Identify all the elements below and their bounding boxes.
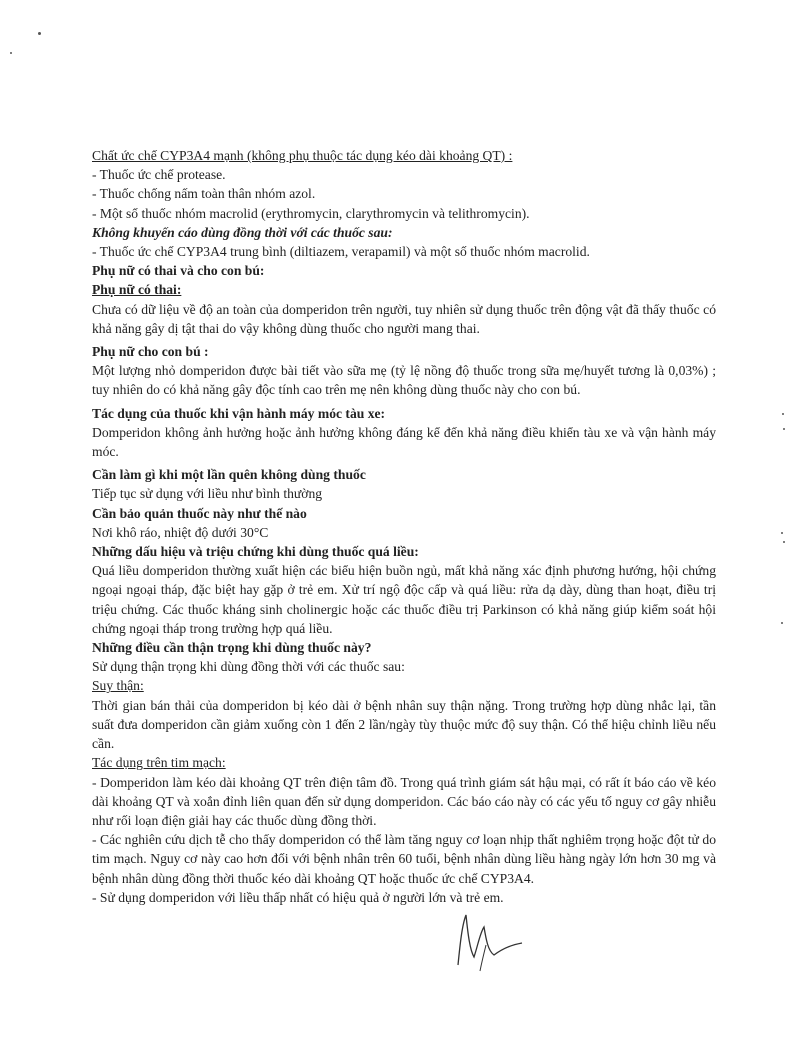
lactation-text: Một lượng nhỏ domperidon được bài tiết vào sữa mẹ (tỷ lệ nồng độ thuốc trong sữa mẹ/huyết tương là 0,03%) ; tuy nhiên do có khả năng gây độc tính cao trên mẹ nên không dùng thuốc này cho con bú. (92, 363, 716, 398)
not-recommended-text: - Thuốc ức chế CYP3A4 trung bình (diltiazem, verapamil) và một số thuốc nhóm macrolid. (92, 244, 590, 260)
missed-dose-text: Tiếp tục sử dụng với liều như bình thường (92, 486, 323, 502)
overdose-title: Những dấu hiệu và triệu chứng khi dùng thuốc quá liều: (92, 544, 419, 560)
document-page (92, 146, 716, 907)
cyp3a4-item: - Một số thuốc nhóm macrolid (erythromycin, clarythromycin và telithromycin). (92, 205, 530, 221)
storage-text: Nơi khô ráo, nhiệt độ dưới 30°C (92, 524, 269, 540)
not-recommended-title: Không khuyến cáo dùng đồng thời với các thuốc sau: (92, 224, 393, 240)
missed-dose-title: Cần làm gì khi một lần quên không dùng thuốc (92, 467, 366, 483)
driving-title: Tác dụng của thuốc khi vận hành máy móc tàu xe: (92, 405, 386, 421)
cardio-item: - Các nghiên cứu dịch tễ cho thấy domperidon có thể làm tăng nguy cơ loạn nhịp thất nghiêm trọng hoặc đột tử do tim mạch. Nguy cơ này cao hơn đối với bệnh nhân trên 60 tuổi, bệnh nhân dùng liều hàng ngày lớn hơn 30 mg và bệnh nhân dùng đồng thời thuốc kéo dài khoảng QT hoặc thuốc ức chế CYP3A4. (92, 832, 716, 886)
pregnancy-text: Chưa có dữ liệu về độ an toàn của domperidon trên người, tuy nhiên sử dụng thuốc trên động vật đã thấy thuốc có khả năng gây dị tật thai do vậy không dùng thuốc cho người mang thai. (92, 301, 716, 336)
pregnancy-lactation-title: Phụ nữ có thai và cho con bú: (92, 263, 265, 279)
driving-text: Domperidon không ảnh hưởng hoặc ảnh hưởng không đáng kể đến khả năng điều khiển tàu xe và vận hành máy móc. (92, 424, 716, 460)
renal-title: Suy thận: (92, 678, 144, 694)
storage-title: Cần bảo quản thuốc này như thế nào (92, 505, 307, 521)
cyp3a4-item: - Thuốc chống nấm toàn thân nhóm azol. (92, 186, 316, 202)
cardio-item: - Domperidon làm kéo dài khoảng QT trên điện tâm đồ. Trong quá trình giám sát hậu mại, có rất ít báo cáo về kéo dài khoảng QT và xoắn đỉnh liên quan đến sử dụng domperidon. Các báo cáo này có các yếu tố nguy cơ gây nhiễu như rối loạn điện giải hay các thuốc dùng đồng thời. (92, 774, 716, 828)
overdose-text: Quá liều domperidon thường xuất hiện các biểu hiện buồn ngủ, mất khả năng xác định phương hướng, hội chứng ngoại ngoại tháp, đặc biệt hay gặp ở trẻ em. Xử trí ngộ độc cấp và quá liều: rửa dạ dày, dùng than hoạt, điều trị triệu chứng. Các thuốc kháng sinh cholinergic hoặc các thuốc điều trị Parkinson có khả năng giúp kiểm soát hội chứng ngoại tháp trong trường hợp quá liều. (92, 563, 716, 636)
cyp3a4-title: Chất ức chế CYP3A4 mạnh (không phụ thuộc tác dụng kéo dài khoảng QT) : (92, 148, 513, 163)
cardio-item: - Sử dụng domperidon với liều thấp nhất có hiệu quả ở người lớn và trẻ em. (92, 889, 504, 905)
precautions-text: Sử dụng thận trọng khi dùng đồng thời với các thuốc sau: (92, 659, 405, 675)
pregnancy-title: Phụ nữ có thai: (92, 282, 182, 298)
cyp3a4-item: - Thuốc ức chế protease. (92, 167, 226, 183)
precautions-title: Những điều cần thận trọng khi dùng thuốc này? (92, 640, 372, 656)
cardio-title: Tác dụng trên tim mạch: (92, 755, 226, 771)
signature-scribble (450, 905, 530, 975)
renal-text: Thời gian bán thải của domperidon bị kéo dài ở bệnh nhân suy thận nặng. Trong trường hợp dùng nhắc lại, tần suất đưa domperidon cần giảm xuống còn 1 đến 2 lần/ngày tùy thuộc mức độ suy thận. Có thể hiệu chỉnh liều nếu cần. (92, 697, 716, 752)
lactation-title: Phụ nữ cho con bú : (92, 344, 209, 360)
